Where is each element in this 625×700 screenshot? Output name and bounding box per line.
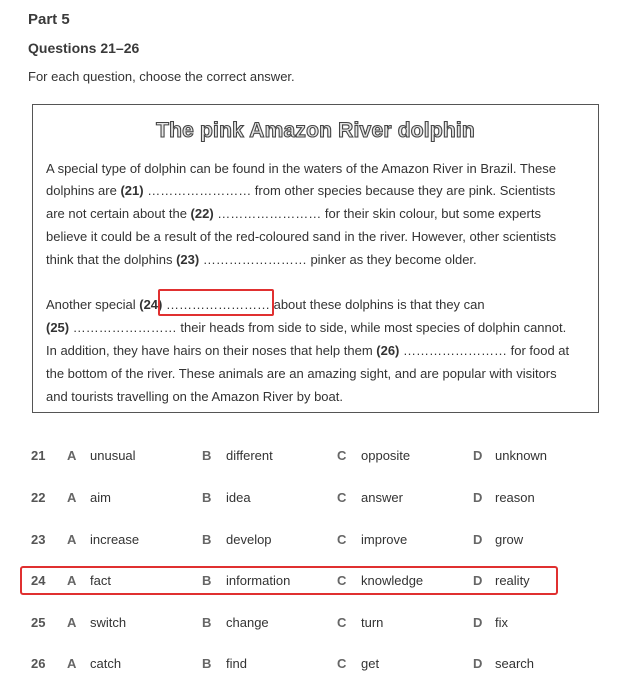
gap-number: (23) (176, 252, 200, 267)
option-c[interactable]: answer (361, 490, 403, 505)
passage-line: and tourists travelling on the Amazon River by boat. (46, 389, 343, 404)
option-d[interactable]: reason (495, 490, 535, 505)
option-d[interactable]: reality (495, 573, 530, 588)
option-b[interactable]: information (226, 573, 291, 588)
passage-line: think that the dolphins (23) …………………… pinker as they become older. (46, 252, 477, 267)
option-letter: A (67, 656, 77, 671)
question-row-23 (0, 528, 625, 552)
option-b[interactable]: find (226, 656, 247, 671)
gap-number: (22) (190, 206, 214, 221)
question-number: 21 (31, 448, 46, 463)
option-letter: C (337, 656, 347, 671)
option-letter: D (473, 615, 483, 630)
question-number: 26 (31, 656, 46, 671)
option-letter: D (473, 573, 483, 588)
questions-range: Questions 21–26 (28, 40, 140, 56)
gap-blank: …………………… their heads from side to side, while most species of dolphin cannot. (69, 320, 567, 335)
passage-title: The pink Amazon River dolphin (156, 119, 475, 142)
option-letter: B (202, 532, 212, 547)
option-a[interactable]: unusual (90, 448, 136, 463)
option-letter: A (67, 532, 77, 547)
row-24-highlight (20, 566, 558, 595)
option-letter: A (67, 615, 77, 630)
option-a[interactable]: aim (90, 490, 111, 505)
passage-line: are not certain about the (22) …………………… for their skin colour, but some experts (46, 206, 541, 221)
option-letter: B (202, 615, 212, 630)
option-letter: C (337, 573, 347, 588)
option-letter: A (67, 490, 77, 505)
option-a[interactable]: catch (90, 656, 122, 671)
question-row-26 (0, 652, 625, 676)
gap-number: (26) (376, 343, 400, 358)
option-d[interactable]: search (495, 656, 535, 671)
gap-number: (25) (46, 320, 70, 335)
option-letter: D (473, 448, 483, 463)
question-number: 24 (31, 573, 46, 588)
option-d[interactable]: fix (495, 615, 508, 630)
passage-box (32, 104, 599, 413)
option-letter: C (337, 490, 347, 505)
option-letter: C (337, 532, 347, 547)
question-row-22 (0, 486, 625, 510)
option-b[interactable]: develop (226, 532, 272, 547)
question-number: 23 (31, 532, 46, 547)
question-number: 25 (31, 615, 46, 630)
gap-blank: …………………… from other species because they are pink. Scientists (143, 183, 556, 198)
passage-line: A special type of dolphin can be found in the waters of the Amazon River in Brazil. These (46, 161, 556, 176)
question-row-25 (0, 611, 625, 635)
passage-line: Another special (24) …………………… about these dolphins is that they can (46, 297, 485, 312)
option-c[interactable]: turn (361, 615, 384, 630)
option-letter: C (337, 615, 347, 630)
option-b[interactable]: different (226, 448, 273, 463)
gap-blank: …………………… for food at (399, 343, 570, 358)
passage-line: believe it could be a result of the red-coloured sand in the river. However, other scientists (46, 229, 557, 244)
option-a[interactable]: fact (90, 573, 111, 588)
option-letter: D (473, 656, 483, 671)
option-letter: B (202, 656, 212, 671)
passage-line: the bottom of the river. These animals are an amazing sight, and are popular with visitors (46, 366, 557, 381)
gap-blank: …………………… for their skin colour, but some experts (213, 206, 541, 221)
gap-blank: …………………… pinker as they become older. (199, 252, 477, 267)
gap-blank: …………………… about these dolphins is that they can (162, 297, 485, 312)
option-d[interactable]: unknown (495, 448, 548, 463)
option-c[interactable]: knowledge (361, 573, 424, 588)
option-b[interactable]: change (226, 615, 269, 630)
option-letter: B (202, 573, 212, 588)
question-row-21 (0, 444, 625, 468)
part-heading: Part 5 (28, 11, 70, 28)
option-a[interactable]: switch (90, 615, 127, 630)
option-a[interactable]: increase (90, 532, 140, 547)
option-c[interactable]: improve (361, 532, 408, 547)
question-number: 22 (31, 490, 46, 505)
option-letter: B (202, 490, 212, 505)
option-letter: C (337, 448, 347, 463)
option-letter: A (67, 573, 77, 588)
option-letter: B (202, 448, 212, 463)
instruction-text: For each question, choose the correct answer. (28, 69, 295, 84)
passage-line: In addition, they have hairs on their noses that help them (26) …………………… for food at (46, 343, 570, 358)
option-c[interactable]: opposite (361, 448, 411, 463)
option-letter: D (473, 532, 483, 547)
option-letter: D (473, 490, 483, 505)
option-b[interactable]: idea (226, 490, 251, 505)
option-d[interactable]: grow (495, 532, 524, 547)
passage-line: dolphins are (21) …………………… from other species because they are pink. Scientists (46, 183, 556, 198)
gap-number: (24) (139, 297, 163, 312)
gap-number: (21) (120, 183, 144, 198)
gap-24-highlight (158, 289, 274, 316)
option-letter: A (67, 448, 77, 463)
option-c[interactable]: get (361, 656, 380, 671)
passage-line (46, 320, 566, 335)
